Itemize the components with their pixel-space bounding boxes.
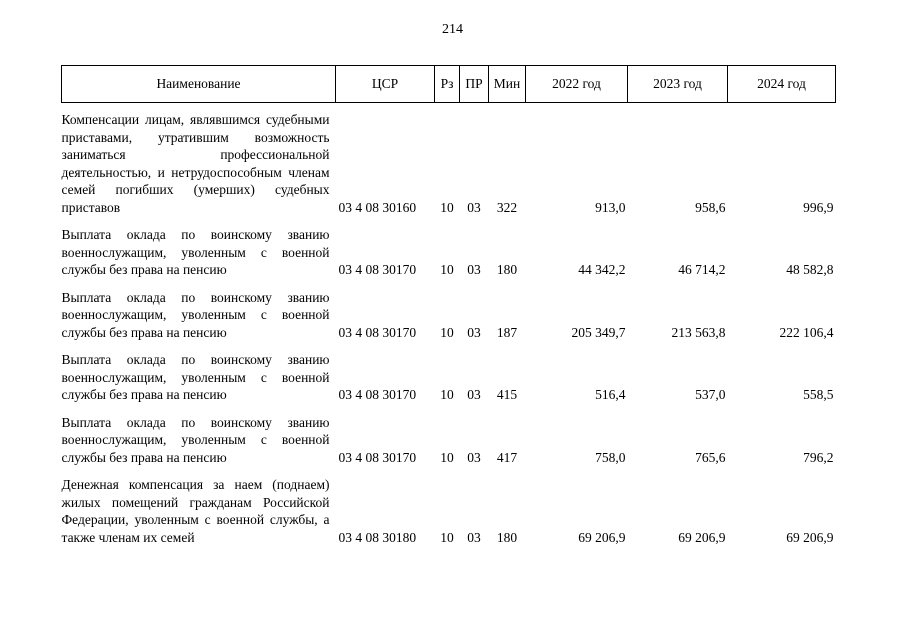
header-rz: Рз <box>435 66 460 103</box>
row-csr: 03 4 08 30180 <box>338 529 417 545</box>
row-rz: 10 <box>440 262 454 277</box>
row-2022: 913,0 <box>595 199 626 215</box>
table-row <box>62 226 836 279</box>
table-row <box>62 289 836 342</box>
header-pr: ПР <box>460 66 489 103</box>
row-min: 180 <box>496 262 518 277</box>
table-header-row <box>62 66 836 103</box>
row-min: 417 <box>496 449 518 465</box>
row-csr: 03 4 08 30170 <box>338 387 417 402</box>
row-2024: 796,2 <box>803 449 834 465</box>
header-csr: ЦСР <box>336 66 435 103</box>
row-2024: 48 582,8 <box>786 262 834 277</box>
row-2022: 44 342,2 <box>578 262 626 277</box>
row-min: 180 <box>496 529 518 545</box>
row-2024: 558,5 <box>803 387 834 402</box>
row-2023: 213 563,8 <box>671 324 726 340</box>
table-row <box>62 351 836 404</box>
row-min: 415 <box>496 387 518 402</box>
row-name: Денежная компенсация за наем (поднаем) жилых помещений гражданам Российской Федерации, уволенным с военной службы, а также членам их семей <box>61 477 330 545</box>
row-2022: 758,0 <box>595 449 626 465</box>
row-name: Выплата оклада по воинскому званию военнослужащим, уволенным с военной службы без права на пенсию <box>61 352 330 402</box>
row-rz: 10 <box>440 449 454 465</box>
row-2023: 958,6 <box>695 199 726 215</box>
row-2022: 205 349,7 <box>571 324 626 340</box>
table-row <box>62 476 836 546</box>
row-pr: 03 <box>467 324 481 340</box>
row-2024: 69 206,9 <box>786 529 834 545</box>
row-2023: 537,0 <box>695 387 726 402</box>
row-2024: 222 106,4 <box>779 324 834 340</box>
row-csr: 03 4 08 30160 <box>338 199 417 215</box>
row-name: Выплата оклада по воинскому званию военнослужащим, уволенным с военной службы без права на пенсию <box>61 227 330 277</box>
row-2023: 46 714,2 <box>678 262 726 277</box>
row-2024: 996,9 <box>803 199 834 215</box>
budget-table <box>61 65 836 546</box>
header-2023: 2023 год <box>628 66 728 103</box>
row-2023: 765,6 <box>695 449 726 465</box>
row-name: Компенсации лицам, являвшимся судебными приставами, утратившим возможность заниматься профессиональной деятельностью, и нетрудоспособным членам семей погибших (умерших) судебных приставов <box>61 112 330 215</box>
row-pr: 03 <box>467 199 481 215</box>
header-2022: 2022 год <box>526 66 628 103</box>
row-2022: 516,4 <box>595 387 626 402</box>
header-2024: 2024 год <box>728 66 836 103</box>
row-min: 187 <box>496 324 518 340</box>
row-rz: 10 <box>440 199 454 215</box>
header-name: Наименование <box>62 66 336 103</box>
table-row <box>62 111 836 216</box>
row-csr: 03 4 08 30170 <box>338 262 417 277</box>
table-row <box>62 414 836 467</box>
row-rz: 10 <box>440 387 454 402</box>
header-min: Мин <box>489 66 526 103</box>
row-2022: 69 206,9 <box>578 529 626 545</box>
row-csr: 03 4 08 30170 <box>338 449 417 465</box>
row-name: Выплата оклада по воинскому званию военнослужащим, уволенным с военной службы без права на пенсию <box>61 289 330 340</box>
row-pr: 03 <box>467 262 481 277</box>
row-pr: 03 <box>467 387 481 402</box>
row-csr: 03 4 08 30170 <box>338 324 417 340</box>
row-min: 322 <box>496 199 518 215</box>
row-2023: 69 206,9 <box>678 529 726 545</box>
row-rz: 10 <box>440 324 454 340</box>
row-pr: 03 <box>467 529 481 545</box>
row-pr: 03 <box>467 449 481 465</box>
page-number: 214 <box>442 22 463 37</box>
row-name: Выплата оклада по воинскому званию военнослужащим, уволенным с военной службы без права на пенсию <box>61 414 330 465</box>
row-rz: 10 <box>440 529 454 545</box>
